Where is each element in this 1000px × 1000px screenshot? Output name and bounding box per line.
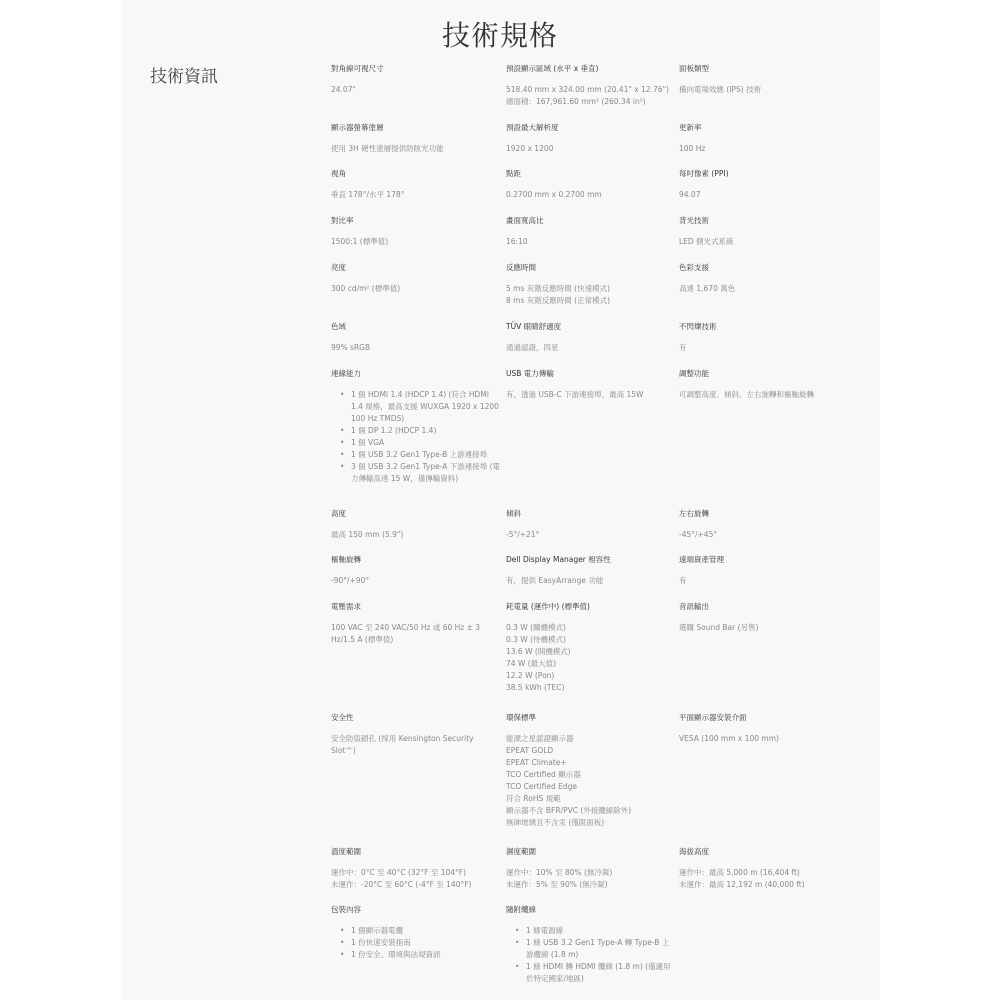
spec-value: -45°/+45° [679,530,718,539]
spec-label: 溫度範圍 [331,847,361,856]
spec-value: 安全防盜鎖孔 (採用 Kensington Security Slot™) [331,734,474,755]
spec-value: LED 側光式系統 [679,237,734,246]
spec-brightness [331,262,511,295]
spec-value: 1920 x 1200 [506,144,554,153]
spec-value: 運作中：10% 至 80% (無冷凝) [506,868,613,877]
spec-label: 高度 [331,509,346,518]
spec-label: 左右旋轉 [679,509,709,518]
spec-value: -5°/+21° [506,530,540,539]
spec-value: EPEAT GOLD [506,746,554,755]
spec-label: 對角線可視尺寸 [331,64,384,73]
list-item: • 1 條電源線 [526,925,671,937]
spec-label: 面板類型 [679,64,709,73]
spec-label: 遠端資產管理 [679,555,724,564]
spec-color-gamut [331,321,511,354]
spec-audio-output [679,601,859,634]
spec-value: TCO Certified 顯示器 [506,770,581,779]
spec-label: 電壓需求 [331,602,361,611]
spec-value: 能源之星認證顯示器 [506,734,574,743]
spec-value: 0.3 W (關機模式) [506,623,566,632]
spec-label: 預設最大解析度 [506,123,559,132]
spec-aspect-ratio [506,215,686,248]
list-item: • 1 個 VGA [351,437,501,449]
spec-value: 無砷玻璃且不含汞 (僅限面板) [506,818,605,827]
spec-power-consumption [506,601,686,694]
spec-response-time [506,262,686,307]
spec-label: 平面顯示器安裝介面 [679,713,747,722]
spec-label: 顯示器螢幕塗層 [331,123,384,132]
spec-diagonal-size [331,63,511,96]
spec-value: 13.6 W (開機模式) [506,647,571,656]
spec-label: 畫面寬高比 [506,216,544,225]
list-item: • 1 個 DP 1.2 (HDCP 1.4) [351,425,501,437]
spec-value: 有，透過 USB-C 下游連接埠，最高 15W [506,390,644,399]
spec-package-contents [331,904,511,961]
spec-value: 99% sRGB [331,343,371,352]
spec-label: 背光技術 [679,216,709,225]
spec-label: Dell Display Manager 相容性 [506,555,611,564]
spec-value: 518.40 mm x 324.00 mm (20.41" x 12.76") [506,85,669,94]
spec-value: 100 VAC 至 240 VAC/50 Hz 或 60 Hz ± 3 Hz/1.5 A (標準值) [331,623,481,644]
spec-label: 預設顯示區域 (水平 x 垂直) [506,64,599,73]
spec-height [331,508,511,541]
spec-value: 0.2700 mm x 0.2700 mm [506,190,602,199]
spec-label: 視角 [331,169,346,178]
spec-contrast [331,215,511,248]
spec-tilt [506,508,686,541]
spec-resolution [506,122,686,155]
spec-adjustability [679,368,859,401]
spec-value: 運作中：0°C 至 40°C (32°F 至 104°F) [331,868,467,877]
spec-label: 隨附纜線 [506,905,536,914]
list-item: • 1 個 USB 3.2 Gen1 Type-B 上游連接埠 [351,449,501,461]
section-title: 技術資訊 [150,67,218,87]
spec-panel-type [679,63,859,96]
spec-label: 傾斜 [506,509,521,518]
spec-label: 調整功能 [679,369,709,378]
spec-label: 濕度範圍 [506,847,536,856]
spec-color-support [679,262,859,295]
spec-flicker-free [679,321,859,354]
spec-value: 有，提供 EasyArrange 功能 [506,576,604,585]
spec-value: 最高 150 mm (5.9") [331,530,404,539]
spec-value: 74 W (最大值) [506,659,557,668]
list-item: • 1 份快速安裝指南 [351,937,511,949]
spec-ddm [506,554,686,587]
spec-label: 更新率 [679,123,702,132]
spec-value: 有 [679,576,687,585]
spec-environmental [506,712,686,829]
spec-label: 安全性 [331,713,354,722]
spec-value: 0.3 W (待機模式) [506,635,566,644]
spec-pixel-pitch [506,168,686,201]
spec-value: 100 Hz [679,144,706,153]
spec-value: 5 ms 灰階反應時間 (快速模式) [506,284,610,293]
spec-value: 運作中：最高 5,000 m (16,404 ft) [679,868,800,877]
list-item: • 3 個 USB 3.2 Gen1 Type-A 下游連接埠 (電力傳輸高達 15 W，僅傳輸資料) [351,461,501,485]
spec-value: 未運作：5% 至 90% (無冷凝) [506,880,608,889]
spec-display-area [506,63,686,108]
spec-pivot [331,554,511,587]
spec-ppi [679,168,859,201]
spec-value: 高達 1,670 萬色 [679,284,736,293]
spec-value: TCO Certified Edge [506,782,577,791]
spec-value: 300 cd/m² (標準值) [331,284,401,293]
list-item: • 1 個顯示器電纜 [351,925,511,937]
spec-altitude [679,846,859,891]
spec-value: 24.07" [331,85,356,94]
spec-value: 選購 Sound Bar (另售) [679,623,759,632]
spec-value: 橫向電場效應 (IPS) 技術 [679,85,762,94]
spec-vesa-mount [679,712,859,745]
spec-value: 顯示器不含 BFR/PVC (外接纜線除外) [506,806,632,815]
spec-label: 不閃爍技術 [679,322,717,331]
spec-label: 對比率 [331,216,354,225]
spec-value: 符合 RoHS 規範 [506,794,561,803]
spec-label: TÜV 眼睛舒適度 [506,322,562,331]
spec-label: 音訊輸出 [679,602,709,611]
list-item: • 1 條 USB 3.2 Gen1 Type-A 轉 Type-B 上游纜線 (1.8 m) [526,937,671,961]
spec-included-cables [506,904,671,985]
spec-label: USB 電力傳輸 [506,369,554,378]
spec-value: 1500:1 (標準值) [331,237,389,246]
spec-label: 環保標準 [506,713,536,722]
spec-viewing-angle [331,168,511,201]
spec-label: 連線能力 [331,369,361,378]
spec-value: 總面積：167,961.60 mm² (260.34 in²) [506,97,646,106]
spec-label: 包裝內容 [331,905,361,914]
spec-swivel [679,508,859,541]
spec-label: 耗電量 (運作中) (標準值) [506,602,590,611]
spec-value: 可調整高度、傾斜、左右旋轉和樞軸旋轉 [679,390,814,399]
spec-humidity [506,846,686,891]
spec-backlight [679,215,859,248]
spec-value: EPEAT Climate+ [506,758,567,767]
spec-label: 色彩支援 [679,263,709,272]
spec-value: 38.5 kWh (TEC) [506,683,565,692]
list-item: • 1 條 HDMI 轉 HDMI 纜線 (1.8 m) (僅適用於特定國家/地區) [526,961,671,985]
spec-label: 反應時間 [506,263,536,272]
spec-tuv-comfort [506,321,686,354]
spec-value: 有 [679,343,687,352]
spec-value: 94.07 [679,190,701,199]
spec-value: 12.2 W (Pon) [506,671,555,680]
spec-value: 未運作：最高 12,192 m (40,000 ft) [679,880,805,889]
spec-label: 每吋像素 (PPI) [679,169,729,178]
list-item: • 1 份安全、環境與法規資訊 [351,949,511,961]
page-title: 技術規格 [441,19,558,52]
spec-label: 樞軸旋轉 [331,555,361,564]
spec-asset-management [679,554,859,587]
spec-value: 通過認證，四星 [506,343,559,352]
spec-value: 未運作：-20°C 至 60°C (-4°F 至 140°F) [331,880,472,889]
spec-value: 16:10 [506,237,528,246]
spec-label: 亮度 [331,263,346,272]
spec-refresh-rate [679,122,859,155]
spec-security [331,712,499,757]
spec-voltage [331,601,499,646]
spec-value: 8 ms 灰階反應時間 (正常模式) [506,296,610,305]
spec-label: 色域 [331,322,346,331]
spec-value: 垂直 178°/水平 178° [331,190,405,199]
spec-temperature [331,846,511,891]
spec-coating [331,122,511,155]
list-item: • 1 個 HDMI 1.4 (HDCP 1.4) (符合 HDMI 1.4 規格，最高支援 WUXGA 1920 x 1200 100 Hz TMDS) [351,389,501,425]
spec-value: 使用 3H 硬性塗層提供防眩光功能 [331,144,444,153]
spec-connectivity [331,368,501,489]
spec-label: 海拔高度 [679,847,709,856]
spec-value: VESA (100 mm x 100 mm) [679,734,779,743]
spec-usb-power [506,368,686,401]
spec-label: 點距 [506,169,521,178]
spec-value: -90°/+90° [331,576,370,585]
